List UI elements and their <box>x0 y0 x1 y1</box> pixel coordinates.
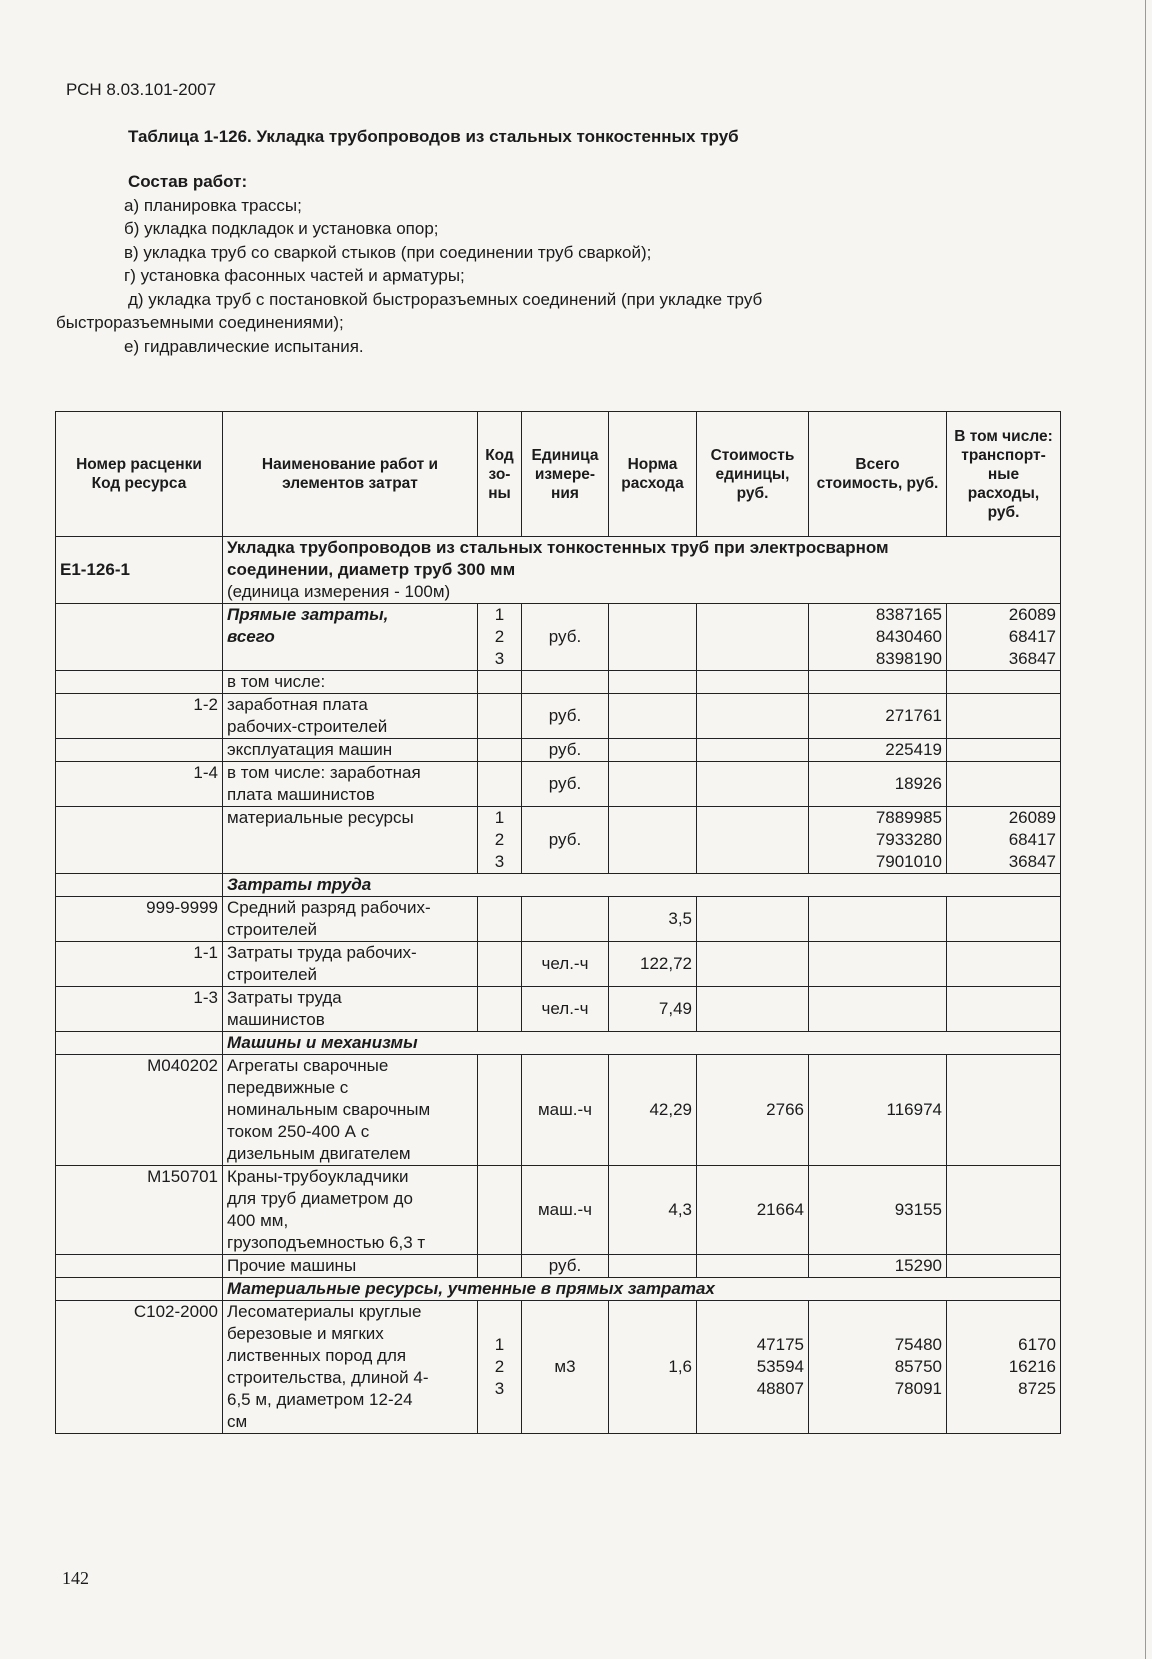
cell-zones: 1 2 3 <box>478 1301 522 1434</box>
page-edge-line <box>1145 0 1146 1659</box>
cell-name: Затраты труда машинистов <box>223 987 478 1032</box>
cell-unit: руб. <box>522 604 609 671</box>
cell-name: Затраты труда рабочих- строителей <box>223 942 478 987</box>
cell-code: М040202 <box>56 1055 223 1166</box>
cell-total: 93155 <box>809 1166 947 1255</box>
section-heading-row <box>56 1278 1061 1301</box>
cell-name: в том числе: <box>223 671 478 694</box>
works-item: в) укладка труб со сваркой стыков (при соединении труб сваркой); <box>124 242 652 262</box>
cell-total: 75480 85750 78091 <box>809 1301 947 1434</box>
works-item: б) укладка подкладок и установка опор; <box>124 219 439 238</box>
rate-code: Е1-126-1 <box>56 537 223 604</box>
header-name: Наименование работ и элементов затрат <box>223 412 478 537</box>
header-total: Всего стоимость, руб. <box>809 412 947 537</box>
cell-price: 2766 <box>697 1055 809 1166</box>
section-heading: Затраты труда <box>223 874 1061 897</box>
cell-total: 15290 <box>809 1255 947 1278</box>
cell-code: С102-2000 <box>56 1301 223 1434</box>
header-price: Стоимость единицы, руб. <box>697 412 809 537</box>
table-row <box>56 762 1061 807</box>
table-row <box>56 897 1061 942</box>
cell-unit: руб. <box>522 762 609 807</box>
cell-transport: 26089 68417 36847 <box>947 807 1061 874</box>
cell-name: эксплуатация машин <box>223 739 478 762</box>
cell-code: 1-2 <box>56 694 223 739</box>
table-title: Таблица 1-126. Укладка трубопроводов из стальных тонкостенных труб <box>128 127 739 146</box>
section-heading: Материальные ресурсы, учтенные в прямых затратах <box>223 1278 1061 1301</box>
rate-title-line: Укладка трубопроводов из стальных тонкостенных труб при электросварном <box>227 538 889 557</box>
cell-norm: 4,3 <box>609 1166 697 1255</box>
cell-zones: 1 2 3 <box>478 807 522 874</box>
table-row <box>56 1301 1061 1434</box>
table-row <box>56 987 1061 1032</box>
header-unit: Единица измере- ния <box>522 412 609 537</box>
norms-table <box>55 411 1061 1434</box>
table-row <box>56 1166 1061 1255</box>
table-row <box>56 807 1061 874</box>
cell-transport: 26089 68417 36847 <box>947 604 1061 671</box>
header-code: Номер расценки Код ресурса <box>56 412 223 537</box>
cell-total: 8387165 8430460 8398190 <box>809 604 947 671</box>
cell-zones: 1 2 3 <box>478 604 522 671</box>
rate-title-line: соединении, диаметр труб 300 мм <box>227 560 516 579</box>
cell-unit: чел.-ч <box>522 942 609 987</box>
cell-total: 7889985 7933280 7901010 <box>809 807 947 874</box>
cell-total: 225419 <box>809 739 947 762</box>
works-item: а) планировка трассы; <box>124 195 302 215</box>
cell-total: 271761 <box>809 694 947 739</box>
table-row <box>56 694 1061 739</box>
section-heading-row <box>56 874 1061 897</box>
table-row <box>56 604 1061 671</box>
works-item: быстроразъемными соединениями); <box>56 313 344 332</box>
works-item: д) укладка труб с постановкой быстроразъемных соединений (при укладке труб <box>128 289 763 309</box>
cell-norm: 42,29 <box>609 1055 697 1166</box>
table-row <box>56 942 1061 987</box>
cell-code: 1-3 <box>56 987 223 1032</box>
cell-price: 21664 <box>697 1166 809 1255</box>
cell-unit: м3 <box>522 1301 609 1434</box>
cell-unit: руб. <box>522 739 609 762</box>
rate-unit-note: (единица измерения - 100м) <box>227 582 451 601</box>
works-list <box>56 170 1056 358</box>
cell-norm: 3,5 <box>609 897 697 942</box>
cell-norm: 7,49 <box>609 987 697 1032</box>
cell-name: Краны-трубоукладчики для труб диаметром до 400 мм, грузоподъемностью 6,3 т <box>223 1166 478 1255</box>
works-item: е) гидравлические испытания. <box>124 336 364 356</box>
cell-unit: руб. <box>522 807 609 874</box>
table-row <box>56 537 1061 604</box>
section-heading-row <box>56 1032 1061 1055</box>
cell-name: заработная плата рабочих-строителей <box>223 694 478 739</box>
section-heading: Машины и механизмы <box>223 1032 1061 1055</box>
cell-norm: 122,72 <box>609 942 697 987</box>
cell-total: 18926 <box>809 762 947 807</box>
cell-code: М150701 <box>56 1166 223 1255</box>
document-code: РСН 8.03.101-2007 <box>66 80 217 99</box>
cell-name: материальные ресурсы <box>223 807 478 874</box>
works-item: г) установка фасонных частей и арматуры; <box>124 266 465 285</box>
table-row <box>56 671 1061 694</box>
cell-name: Прочие машины <box>223 1255 478 1278</box>
table-row <box>56 1055 1061 1166</box>
cell-unit: руб. <box>522 694 609 739</box>
cell-code: 1-1 <box>56 942 223 987</box>
cell-name: в том числе: заработная плата машинистов <box>223 762 478 807</box>
cell-code: 999-9999 <box>56 897 223 942</box>
cell-name: Лесоматериалы круглые березовые и мягких лиственных пород для строительства, длиной 4- 6,5 м, диаметром 12-24 см <box>223 1301 478 1434</box>
page-number: 142 <box>62 1568 89 1588</box>
table-row <box>56 1255 1061 1278</box>
cell-name: Средний разряд рабочих- строителей <box>223 897 478 942</box>
cell-name: Агрегаты сварочные передвижные с номинальным сварочным током 250-400 А с дизельным двигателем <box>223 1055 478 1166</box>
table-row <box>56 739 1061 762</box>
header-transport: В том числе: транспорт- ные расходы, руб. <box>947 412 1061 537</box>
header-zone: Код зо- ны <box>478 412 522 537</box>
header-norm: Норма расхода <box>609 412 697 537</box>
cell-unit: руб. <box>522 1255 609 1278</box>
table-header-row <box>56 412 1061 537</box>
cell-name: Прямые затраты, всего <box>223 604 478 671</box>
rate-title <box>223 537 1061 604</box>
cell-code: 1-4 <box>56 762 223 807</box>
cell-unit: чел.-ч <box>522 987 609 1032</box>
cell-price: 47175 53594 48807 <box>697 1301 809 1434</box>
cell-norm: 1,6 <box>609 1301 697 1434</box>
cell-unit: маш.-ч <box>522 1166 609 1255</box>
cell-transport: 6170 16216 8725 <box>947 1301 1061 1434</box>
cell-total: 116974 <box>809 1055 947 1166</box>
cell-unit: маш.-ч <box>522 1055 609 1166</box>
works-heading: Состав работ: <box>128 172 248 191</box>
